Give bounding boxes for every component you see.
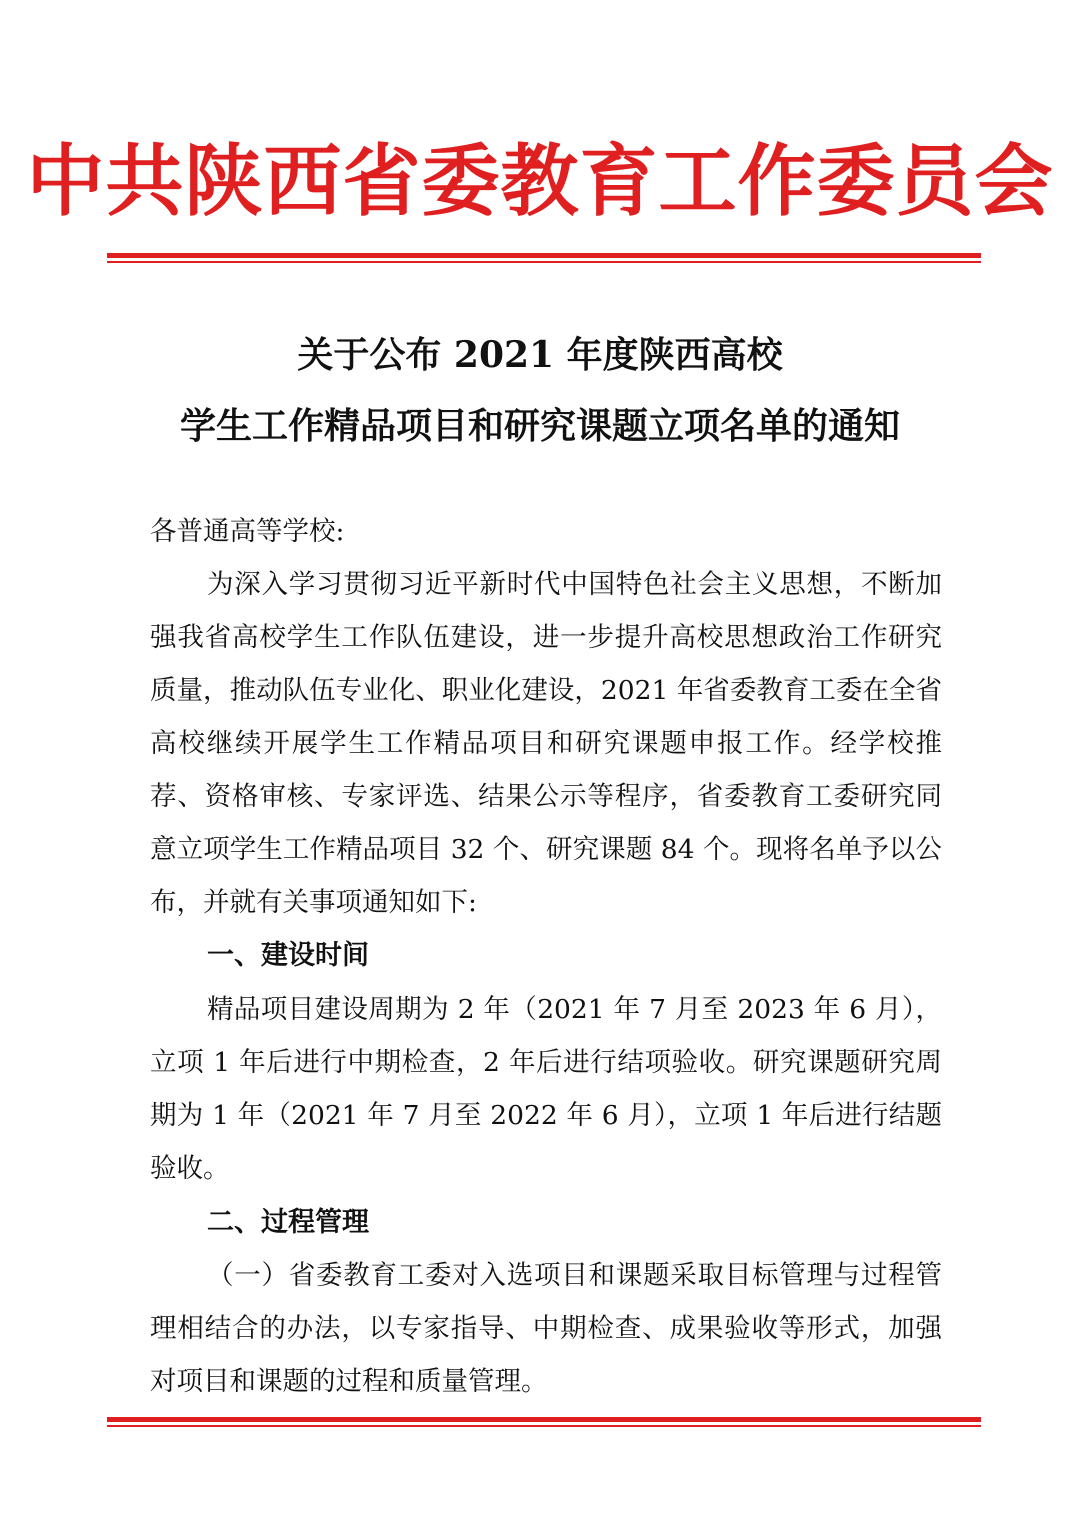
red-rule-thick xyxy=(107,253,981,258)
notice-title-line-2: 学生工作精品项目和研究课题立项名单的通知 xyxy=(179,405,900,447)
intro-paragraph: 为深入学习贯彻习近平新时代中国特色社会主义思想，不断加强我省高校学生工作队伍建设，进一步提升高校思想政治工作研究质量，推动队伍专业化、职业化建设，2021 年省委教育工委在全省高校继续开展学生工作精品项目和研究课题申报工作。经学校推荐、资格审核、专家评选、结果公示等程序，省委教育工委研究同意立项学生工作精品项目 32 个、研究课题 84 个。现将名单予以公布，并就有关事项通知如下: xyxy=(150,569,942,918)
salutation: 各普通高等学校: xyxy=(150,516,345,547)
red-rule-thin xyxy=(107,261,981,263)
letterhead-red-rule xyxy=(107,253,981,263)
notice-title-line-1: 关于公布 2021 年度陕西高校 xyxy=(297,334,783,376)
section-2-item-1: （一）省委教育工委对入选项目和课题采取目标管理与过程管理相结合的办法，以专家指导、中期检查、成果验收等形式，加强对项目和课题的过程和质量管理。 xyxy=(150,1260,942,1397)
section-1-heading: 一、建设时间 xyxy=(207,940,369,971)
footer-rule-thin xyxy=(107,1425,981,1427)
section-1-body: 精品项目建设周期为 2 年（2021 年 7 月至 2023 年 6 月），立项 1 年后进行中期检查，2 年后进行结项验收。研究课题研究周期为 1 年（2021 年 7 月至 2022 年 6 月），立项 1 年后进行结题验收。 xyxy=(150,994,942,1184)
footer-red-rule xyxy=(107,1417,981,1427)
section-2-heading: 二、过程管理 xyxy=(207,1207,369,1238)
letterhead-org-name: 中共陕西省委教育工作委员会 xyxy=(26,136,1054,227)
footer-rule-thick xyxy=(107,1417,981,1422)
